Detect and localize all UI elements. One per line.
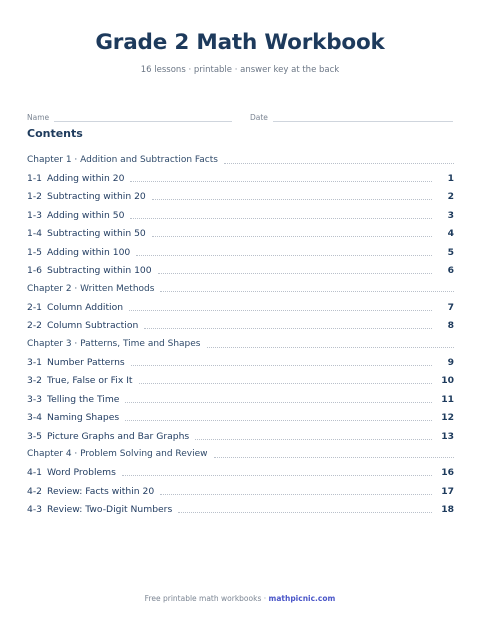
toc-chapter-label: Chapter 1 · Addition and Subtraction Facts (27, 155, 218, 166)
toc-lesson-title: Naming Shapes (47, 412, 120, 424)
toc-page-number: 8 (447, 320, 454, 332)
toc-page-number: 1 (447, 173, 454, 185)
toc-page-number: 2 (447, 191, 454, 203)
toc-leader-dots (125, 402, 432, 403)
contents-heading: Contents (27, 127, 83, 140)
toc-lesson-row[interactable] (27, 188, 454, 206)
toc-lesson-row[interactable] (27, 206, 454, 224)
toc-lesson-code: 1-6 (27, 265, 43, 277)
page-subtitle: 16 lessons · printable · answer key at the back (140, 65, 340, 75)
toc-lesson-code: 1-5 (27, 246, 43, 258)
toc-page-number: 9 (447, 356, 454, 368)
toc-leader-dots (178, 512, 432, 513)
toc-leader-dots (129, 310, 432, 311)
toc-lesson-row[interactable] (27, 298, 454, 316)
toc-leader-dots (160, 291, 454, 292)
toc-lesson-code: 3-3 (27, 393, 43, 405)
toc-page-number: 16 (441, 467, 454, 479)
toc-lesson-title: True, False or Fix It (47, 375, 133, 387)
toc-lesson-label (27, 375, 133, 386)
toc-lesson-title: Telling the Time (47, 393, 120, 405)
toc-lesson-code: 2-1 (27, 301, 43, 313)
toc-page-number: 11 (441, 393, 454, 405)
toc-lesson-label (27, 228, 146, 239)
toc-lesson-title: Adding within 50 (47, 209, 125, 221)
toc-leader-dots (130, 218, 432, 219)
toc-lesson-label (27, 504, 172, 515)
toc-lesson-title: Review: Two-Digit Numbers (47, 504, 173, 516)
footer (0, 594, 480, 603)
toc-leader-dots (130, 181, 432, 182)
toc-page-number: 12 (441, 412, 454, 424)
toc-page-number: 4 (447, 228, 454, 240)
toc-page-number: 7 (447, 301, 454, 313)
toc-lesson-label (27, 265, 152, 276)
footer-link[interactable]: mathpicnic.com (268, 594, 336, 603)
toc-lesson-row[interactable] (27, 427, 454, 445)
date-label: Date (250, 113, 268, 122)
toc-leader-dots (152, 199, 432, 200)
toc-chapter-row[interactable] (27, 335, 454, 353)
toc-lesson-code: 4-2 (27, 485, 43, 497)
toc-lesson-code: 4-1 (27, 467, 43, 479)
toc-lesson-code: 4-3 (27, 504, 43, 516)
toc-lesson-row[interactable] (27, 317, 454, 335)
page-title: Grade 2 Math Workbook (95, 30, 385, 55)
toc-lesson-title: Word Problems (47, 467, 116, 479)
toc-lesson-code: 3-5 (27, 430, 43, 442)
toc-leader-dots (122, 475, 432, 476)
toc-lesson-code: 3-4 (27, 412, 43, 424)
toc-leader-dots (160, 494, 432, 495)
toc-lesson-label (27, 247, 130, 258)
toc-lesson-title: Adding within 100 (47, 246, 131, 258)
toc-lesson-code: 1-2 (27, 191, 43, 203)
toc-leader-dots (144, 328, 432, 329)
toc-lesson-label (27, 394, 119, 405)
toc-lesson-row[interactable] (27, 261, 454, 279)
toc-leader-dots (214, 457, 454, 458)
toc-lesson-row[interactable] (27, 353, 454, 371)
date-field[interactable] (250, 108, 453, 122)
toc-lesson-row[interactable] (27, 372, 454, 390)
toc-chapter-row[interactable] (27, 280, 454, 298)
toc-page-number: 13 (441, 430, 454, 442)
toc-leader-dots (224, 163, 454, 164)
toc-lesson-code: 2-2 (27, 320, 43, 332)
toc-lesson-title: Number Patterns (47, 356, 125, 368)
toc-page-number: 10 (441, 375, 454, 387)
toc-leader-dots (136, 255, 432, 256)
toc-lesson-label (27, 302, 123, 313)
toc-leader-dots (207, 347, 455, 348)
toc-leader-dots (139, 383, 432, 384)
toc-lesson-label (27, 320, 138, 331)
toc-lesson-row[interactable] (27, 482, 454, 500)
toc-page-number: 18 (441, 504, 454, 516)
toc-page-number: 6 (447, 265, 454, 277)
toc-leader-dots (152, 236, 432, 237)
toc-lesson-title: Picture Graphs and Bar Graphs (47, 430, 190, 442)
toc-lesson-label (27, 191, 146, 202)
toc-leader-dots (125, 420, 432, 421)
toc-chapter-label: Chapter 3 · Patterns, Time and Shapes (27, 339, 201, 350)
toc-lesson-code: 3-2 (27, 375, 43, 387)
toc-lesson-row[interactable] (27, 390, 454, 408)
toc-leader-dots (158, 273, 432, 274)
toc-lesson-title: Adding within 20 (47, 173, 125, 185)
toc-lesson-title: Subtracting within 100 (47, 265, 152, 277)
toc-lesson-row[interactable] (27, 169, 454, 187)
name-label: Name (27, 113, 50, 122)
toc-lesson-title: Column Subtraction (47, 320, 139, 332)
toc-lesson-label (27, 431, 189, 442)
toc-lesson-code: 1-3 (27, 209, 43, 221)
toc-lesson-label (27, 357, 125, 368)
toc-lesson-label (27, 412, 119, 423)
toc-chapter-label: Chapter 2 · Written Methods (27, 283, 155, 294)
toc-lesson-title: Subtracting within 20 (47, 191, 146, 203)
toc-lesson-row[interactable] (27, 408, 454, 426)
toc-lesson-code: 3-1 (27, 356, 43, 368)
toc-leader-dots (195, 439, 432, 440)
toc-lesson-label (27, 210, 124, 221)
toc-chapter-label: Chapter 4 · Problem Solving and Review (27, 449, 208, 460)
name-field[interactable] (27, 108, 232, 122)
toc-lesson-label (27, 173, 124, 184)
toc-lesson-row[interactable] (27, 225, 454, 243)
toc-lesson-label (27, 486, 154, 497)
toc-lesson-title: Subtracting within 50 (47, 228, 146, 240)
toc-lesson-row[interactable] (27, 243, 454, 261)
toc-chapter-row[interactable] (27, 151, 454, 169)
toc-leader-dots (131, 365, 432, 366)
toc-lesson-row[interactable] (27, 500, 454, 518)
toc-lesson-code: 1-4 (27, 228, 43, 240)
toc-page-number: 3 (447, 209, 454, 221)
toc-lesson-label (27, 467, 116, 478)
toc-lesson-title: Column Addition (47, 301, 124, 313)
toc-page-number: 5 (447, 246, 454, 258)
toc-lesson-code: 1-1 (27, 173, 43, 185)
toc-page-number: 17 (441, 485, 454, 497)
date-line (273, 114, 453, 122)
name-line (54, 114, 232, 122)
table-of-contents (27, 151, 454, 519)
footer-text: Free printable math workbooks · (144, 594, 269, 603)
name-date-fields (27, 108, 453, 122)
toc-lesson-title: Review: Facts within 20 (47, 485, 155, 497)
toc-chapter-row[interactable] (27, 445, 454, 463)
toc-lesson-row[interactable] (27, 464, 454, 482)
